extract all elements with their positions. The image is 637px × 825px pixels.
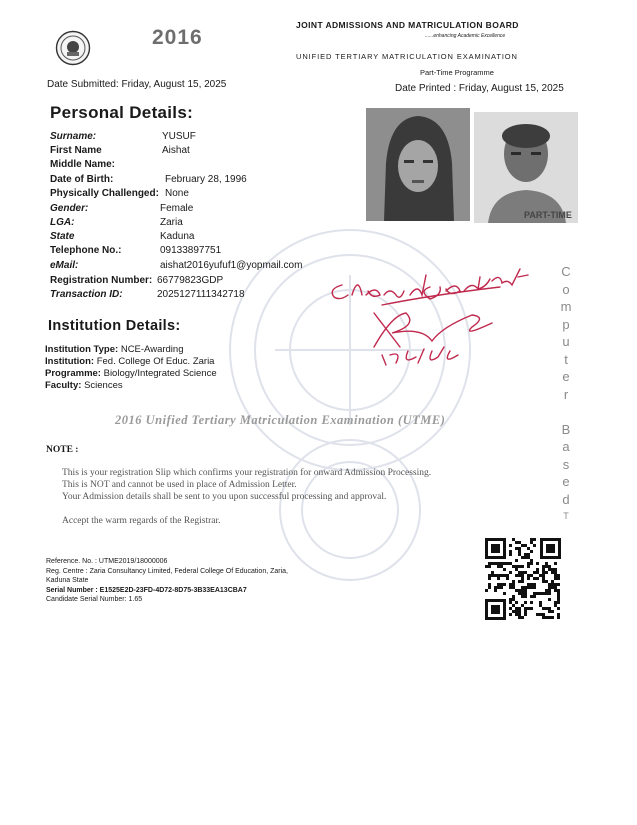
note-line: This is your registration Slip which confirms your registration for onward Admission Processing. [62, 468, 432, 478]
field-value: None [165, 188, 189, 199]
note-line: This is NOT and cannot be used in place of Admission Letter. [62, 480, 297, 490]
field-label: Institution: [45, 356, 95, 367]
field-state [50, 231, 370, 243]
person-photo-icon [366, 108, 470, 221]
field-value: NCE-Awarding [118, 344, 184, 355]
vertical-letter: T [563, 511, 569, 521]
field-surname [50, 131, 370, 143]
field-label: LGA: [50, 217, 75, 228]
candidate-photo-1 [366, 108, 470, 221]
field-middle-name [50, 159, 370, 171]
field-value: 09133897751 [160, 245, 222, 256]
field-value: Female [160, 203, 194, 214]
field-label: Faculty: [45, 380, 82, 391]
board-name: JOINT ADMISSIONS AND MATRICULATION BOARD [296, 20, 519, 30]
field-value: 2025127111342718 [157, 289, 245, 300]
field-label: eMail: [50, 260, 79, 271]
field-label: Physically Challenged: [50, 188, 159, 199]
programme-label: Part-Time Programme [420, 68, 494, 77]
reg-centre-line1: Reg. Centre : Zaria Consultancy Limited, Federal College Of Education, Zaria, [46, 568, 289, 575]
institution-type [45, 344, 183, 355]
field-value: aishat2016yufuf1@yopmail.com [160, 260, 303, 271]
field-label: Programme: [45, 368, 101, 379]
jamb-seal-logo [55, 30, 91, 66]
exam-year: 2016 [152, 26, 203, 49]
note-line: Your Admission details shall be sent to you upon successful processing and approval. [62, 492, 387, 502]
field-label: Transaction ID: [50, 289, 123, 300]
vertical-letter: B [561, 421, 571, 437]
vertical-letter: d [562, 491, 570, 507]
registrar-regards: Accept the warm regards of the Registrar. [62, 516, 221, 526]
reg-centre-line2: Kaduna State [46, 577, 89, 584]
field-label: Surname: [50, 131, 97, 142]
field-label: Gender: [50, 203, 89, 214]
vertical-letter: r [563, 386, 569, 402]
field-label: Institution Type: [45, 344, 119, 355]
vertical-spacer [559, 403, 573, 421]
institution-details-heading: Institution Details: [48, 318, 181, 334]
vertical-letter: C [561, 264, 571, 279]
vertical-letter: p [562, 316, 570, 332]
board-tagline: ......enhancing Academic Excellence [425, 33, 506, 39]
exam-title: UNIFIED TERTIARY MATRICULATION EXAMINATION [296, 52, 518, 61]
field-value: 66779823GDP [157, 275, 224, 286]
part-time-stamp: PART-TIME [524, 210, 572, 220]
field-label: State [50, 231, 75, 242]
vertical-letter: e [562, 369, 570, 384]
reference-number: Reference. No. : UTME2019/18000006 [46, 558, 168, 565]
field-label: Middle Name: [50, 159, 116, 170]
field-value: Biology/Integrated Science [100, 368, 217, 379]
field-lga [50, 217, 370, 229]
field-label: Telephone No.: [50, 245, 122, 256]
vertical-letter: s [562, 456, 570, 472]
institution-name [45, 356, 214, 367]
date-submitted: Date Submitted: Friday, August 15, 2025 [47, 79, 227, 90]
personal-details-heading: Personal Details: [50, 103, 194, 122]
candidate-photo-2 [474, 112, 578, 223]
field-physically-challenged [50, 188, 370, 200]
candidate-serial-number: Candidate Serial Number: 1.65 [46, 596, 143, 603]
serial-number: Serial Number : E1525E2D-23FD-4D72-8D75-3B33EA13CBA7 [46, 587, 247, 594]
field-value: Aishat [162, 145, 190, 156]
vertical-letter: m [560, 299, 572, 314]
note-heading: NOTE : [46, 445, 79, 455]
institution-programme [45, 368, 217, 379]
field-date-of-birth [50, 174, 370, 186]
person-photo-icon [474, 112, 578, 223]
date-printed: Date Printed : Friday, August 15, 2025 [395, 83, 564, 94]
vertical-letter: a [562, 439, 570, 454]
vertical-letter: t [564, 351, 568, 367]
field-value: February 28, 1996 [165, 174, 247, 185]
field-gender [50, 203, 370, 215]
institution-faculty [45, 380, 123, 391]
vertical-letter: e [562, 474, 570, 489]
field-value: Sciences [81, 380, 123, 391]
field-first-name [50, 145, 370, 157]
utme-banner: 2016 Unified Tertiary Matriculation Examination (UTME) [115, 413, 446, 427]
vertical-letter: o [562, 281, 570, 297]
field-label: Date of Birth: [50, 174, 114, 185]
handwritten-clearance-signature [322, 255, 562, 370]
vertical-computer-based-text [559, 263, 573, 526]
vertical-letter: u [562, 334, 570, 349]
field-value: Fed. College Of Educ. Zaria [94, 356, 215, 367]
field-label: Registration Number: [50, 275, 153, 286]
field-value: YUSUF [162, 131, 196, 142]
qr-code-icon [485, 538, 561, 620]
field-label: First Name [50, 145, 102, 156]
field-value: Kaduna [160, 231, 195, 242]
field-value: Zaria [160, 217, 183, 228]
